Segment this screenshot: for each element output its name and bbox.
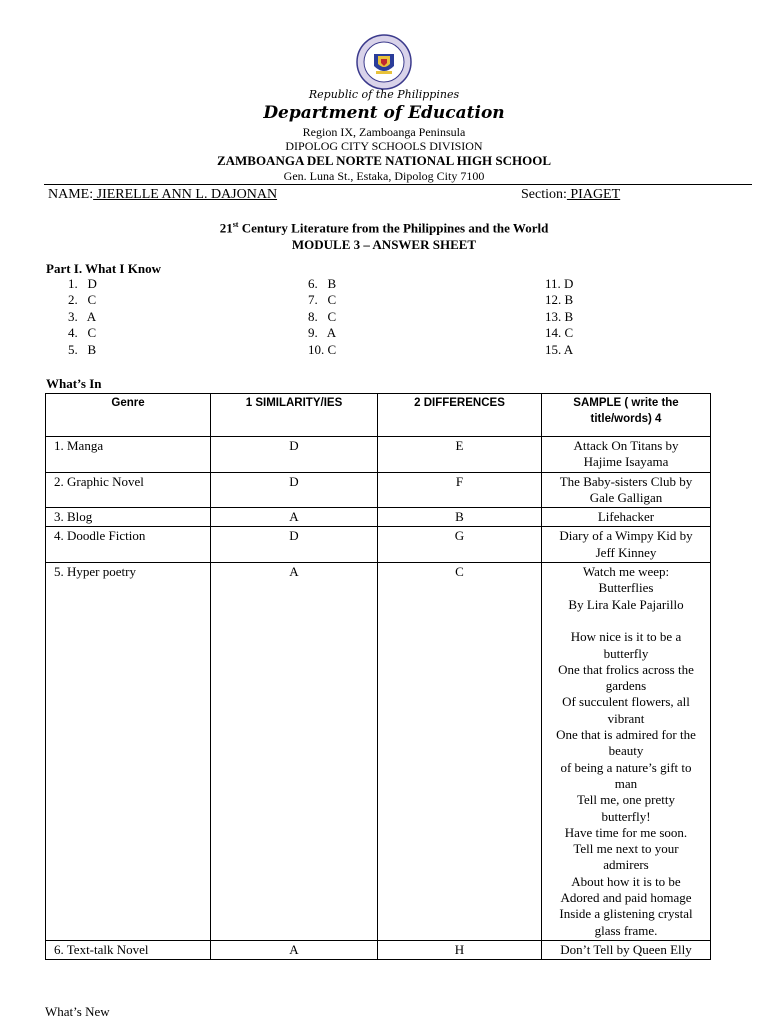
sample-line: glass frame. xyxy=(594,922,658,938)
column-header: SAMPLE ( write the title/words) 4 xyxy=(542,394,711,437)
sample-line: About how it is to be xyxy=(571,873,681,889)
sample-line: Lifehacker xyxy=(597,509,655,525)
school-name: ZAMBOANGA DEL NORTE NATIONAL HIGH SCHOOL xyxy=(216,153,552,168)
header-divider xyxy=(44,184,752,185)
sample-line: Diary of a Wimpy Kid by xyxy=(559,528,693,544)
sample-line: Don’t Tell by Queen Elly xyxy=(560,941,692,957)
table-row xyxy=(46,472,711,508)
difference-cell: H xyxy=(378,940,542,959)
sample-cell xyxy=(542,940,711,959)
answer-item: 1. D xyxy=(68,276,97,291)
table-row xyxy=(46,527,711,563)
answer-item: 2. C xyxy=(68,292,97,308)
division-line: DIPOLOG CITY SCHOOLS DIVISION xyxy=(285,139,483,153)
sample-line: butterfly! xyxy=(601,808,651,824)
genre-cell: 4. Doodle Fiction xyxy=(46,527,211,563)
sample-cell xyxy=(542,437,711,473)
table-body xyxy=(46,437,711,960)
table-row xyxy=(46,563,711,941)
section-value: PIAGET xyxy=(566,187,621,202)
table-row xyxy=(46,508,711,527)
difference-cell: G xyxy=(378,527,542,563)
sample-line: of being a nature’s gift to xyxy=(560,759,692,775)
column-header: 1 SIMILARITY/IES xyxy=(211,394,378,437)
similarity-cell: A xyxy=(211,508,378,527)
sample-cell xyxy=(542,508,711,527)
student-name xyxy=(48,187,277,203)
sample-line: Jeff Kinney xyxy=(595,544,657,560)
module-title: MODULE 3 – ANSWER SHEET xyxy=(291,237,477,252)
whats-in-heading: What’s In xyxy=(46,376,102,391)
sample-line: Inside a glistening crystal xyxy=(559,906,693,922)
sample-cell xyxy=(542,472,711,508)
sample-cell xyxy=(542,527,711,563)
sample-line: Of succulent flowers, all xyxy=(562,694,690,710)
whats-in-table xyxy=(45,393,711,960)
difference-cell: B xyxy=(378,508,542,527)
sample-line: gardens xyxy=(605,678,647,694)
similarity-cell: D xyxy=(211,437,378,473)
region-line: Region IX, Zamboanga Peninsula xyxy=(302,125,466,139)
sample-line: Butterflies xyxy=(598,580,654,596)
sample-cell xyxy=(542,563,711,941)
genre-cell: 3. Blog xyxy=(46,508,211,527)
genre-cell: 6. Text-talk Novel xyxy=(46,940,211,959)
sample-line: How nice is it to be a xyxy=(570,629,682,645)
deped-seal-icon xyxy=(356,34,412,90)
sample-line: admirers xyxy=(603,857,649,873)
name-value: JIERELLE ANN L. DAJONAN xyxy=(93,187,278,202)
table-row xyxy=(46,437,711,473)
student-section xyxy=(521,187,620,203)
sample-line: By Lira Kale Pajarillo xyxy=(568,596,684,612)
sample-line: Hajime Isayama xyxy=(583,454,669,470)
answer-item: 5. B xyxy=(68,341,97,357)
department-line: Department of Education xyxy=(263,103,505,123)
sample-line: Gale Galligan xyxy=(589,489,663,505)
difference-cell: F xyxy=(378,472,542,508)
sample-line: Watch me weep: xyxy=(582,564,670,580)
answer-item: 14. C xyxy=(545,325,574,341)
sample-line: Tell me next to your xyxy=(573,841,679,857)
whats-new-heading: What’s New xyxy=(45,1004,110,1019)
similarity-cell: D xyxy=(211,527,378,563)
answer-item: 10. C xyxy=(308,341,337,357)
sample-line xyxy=(546,613,706,629)
sample-line: Tell me, one pretty xyxy=(576,792,675,808)
sample-line: butterfly xyxy=(603,645,649,661)
answer-item: 3. A xyxy=(68,308,97,324)
answer-item: 12. B xyxy=(545,292,574,308)
answers-col-3 xyxy=(545,276,573,358)
answer-item: 9. A xyxy=(308,325,337,341)
sample-line: beauty xyxy=(608,743,644,759)
column-header: 2 DIFFERENCES xyxy=(378,394,542,437)
answer-item: 15. A xyxy=(545,341,574,357)
answer-item: 13. B xyxy=(545,308,574,324)
sample-line: man xyxy=(614,775,638,791)
answers-col-1 xyxy=(68,276,97,358)
difference-cell: C xyxy=(378,563,542,941)
sample-line: One that is admired for the xyxy=(556,727,696,743)
sample-line: Adored and paid homage xyxy=(560,890,692,906)
sample-line: The Baby-sisters Club by xyxy=(559,473,693,489)
answer-item: 7. C xyxy=(308,292,337,308)
course-title: 21st Century Literature from the Philippines and the World xyxy=(219,220,549,236)
sample-line: vibrant xyxy=(607,710,645,726)
similarity-cell: A xyxy=(211,563,378,941)
republic-line: Republic of the Philippines xyxy=(308,88,460,101)
school-address: Gen. Luna St., Estaka, Dipolog City 7100 xyxy=(283,169,485,183)
answers-col-2 xyxy=(308,276,336,358)
sample-line: Attack On Titans by xyxy=(573,438,679,453)
part1-heading: Part I. What I Know xyxy=(46,261,161,276)
section-label: Section: xyxy=(521,187,567,202)
answer-item: 11. D xyxy=(545,276,574,291)
answer-item: 6. B xyxy=(308,276,337,291)
similarity-cell: A xyxy=(211,940,378,959)
similarity-cell: D xyxy=(211,472,378,508)
sample-line: One that frolics across the xyxy=(558,661,694,677)
table-row xyxy=(46,940,711,959)
genre-cell: 2. Graphic Novel xyxy=(46,472,211,508)
difference-cell: E xyxy=(378,437,542,473)
table-header-row xyxy=(46,394,711,437)
column-header: Genre xyxy=(46,394,211,437)
genre-cell: 1. Manga xyxy=(46,437,211,473)
genre-cell: 5. Hyper poetry xyxy=(46,563,211,941)
answer-item: 4. C xyxy=(68,325,97,341)
answer-item: 8. C xyxy=(308,308,337,324)
sample-line: Have time for me soon. xyxy=(564,824,688,840)
name-label: NAME: xyxy=(48,187,94,202)
